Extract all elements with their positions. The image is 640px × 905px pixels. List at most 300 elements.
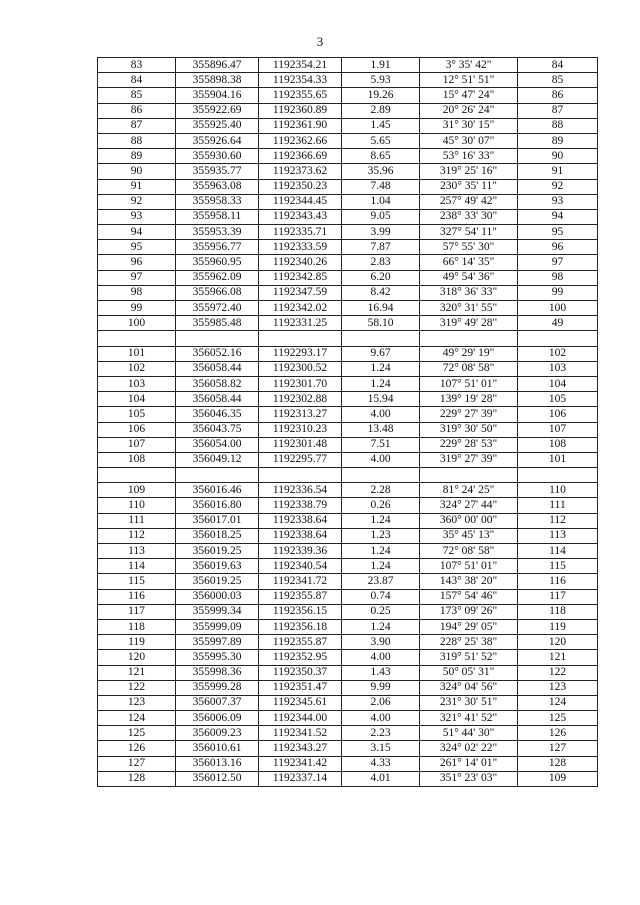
- distance-cell: 35.96: [342, 164, 420, 179]
- next-point-cell: 97: [518, 255, 598, 270]
- table-row: [98, 589, 598, 604]
- distance-cell: [342, 468, 420, 483]
- table-row: [98, 574, 598, 589]
- table-row: [98, 346, 598, 361]
- direction-angle-cell: 139° 19' 28": [420, 392, 518, 407]
- table-row: [98, 194, 598, 209]
- x-coordinate-cell: 355998.36: [176, 665, 259, 680]
- direction-angle-cell: 230° 35' 11": [420, 179, 518, 194]
- direction-angle-cell: 173° 09' 26": [420, 604, 518, 619]
- next-point-cell: 112: [518, 513, 598, 528]
- table-row: [98, 635, 598, 650]
- direction-angle-cell: 72° 08' 58": [420, 361, 518, 376]
- distance-cell: 2.28: [342, 483, 420, 498]
- x-coordinate-cell: 356054.00: [176, 437, 259, 452]
- table-row: [98, 756, 598, 771]
- table-row: [98, 619, 598, 634]
- direction-angle-cell: 319° 25' 16": [420, 164, 518, 179]
- point-number-cell: 128: [98, 771, 176, 786]
- direction-angle-cell: 324° 02' 22": [420, 741, 518, 756]
- next-point-cell: 86: [518, 88, 598, 103]
- next-point-cell: 100: [518, 301, 598, 316]
- x-coordinate-cell: 356016.46: [176, 483, 259, 498]
- table-row: [98, 376, 598, 391]
- distance-cell: 9.67: [342, 346, 420, 361]
- next-point-cell: 105: [518, 392, 598, 407]
- table-row: [98, 285, 598, 300]
- table-row: [98, 58, 598, 73]
- distance-cell: 6.20: [342, 270, 420, 285]
- x-coordinate-cell: 355953.39: [176, 225, 259, 240]
- table-row: [98, 528, 598, 543]
- y-coordinate-cell: 1192373.62: [259, 164, 342, 179]
- next-point-cell: 89: [518, 133, 598, 148]
- y-coordinate-cell: 1192313.27: [259, 407, 342, 422]
- direction-angle-cell: 53° 16' 33": [420, 149, 518, 164]
- next-point-cell: 84: [518, 58, 598, 73]
- table-row: [98, 695, 598, 710]
- direction-angle-cell: 319° 51' 52": [420, 650, 518, 665]
- y-coordinate-cell: 1192335.71: [259, 225, 342, 240]
- distance-cell: 19.26: [342, 88, 420, 103]
- direction-angle-cell: 257° 49' 42": [420, 194, 518, 209]
- distance-cell: 1.24: [342, 544, 420, 559]
- next-point-cell: 109: [518, 771, 598, 786]
- point-number-cell: [98, 468, 176, 483]
- y-coordinate-cell: 1192350.37: [259, 665, 342, 680]
- next-point-cell: 93: [518, 194, 598, 209]
- point-number-cell: 104: [98, 392, 176, 407]
- y-coordinate-cell: 1192338.79: [259, 498, 342, 513]
- point-number-cell: 91: [98, 179, 176, 194]
- table-row: [98, 650, 598, 665]
- x-coordinate-cell: 355956.77: [176, 240, 259, 255]
- table-row: [98, 711, 598, 726]
- direction-angle-cell: 49° 29' 19": [420, 346, 518, 361]
- direction-angle-cell: 66° 14' 35": [420, 255, 518, 270]
- direction-angle-cell: 229° 27' 39": [420, 407, 518, 422]
- y-coordinate-cell: 1192354.33: [259, 73, 342, 88]
- y-coordinate-cell: 1192342.85: [259, 270, 342, 285]
- direction-angle-cell: 319° 30' 50": [420, 422, 518, 437]
- x-coordinate-cell: 356058.44: [176, 361, 259, 376]
- point-number-cell: 112: [98, 528, 176, 543]
- distance-cell: 7.51: [342, 437, 420, 452]
- y-coordinate-cell: 1192362.66: [259, 133, 342, 148]
- direction-angle-cell: 324° 04' 56": [420, 680, 518, 695]
- point-number-cell: 84: [98, 73, 176, 88]
- x-coordinate-cell: 355930.60: [176, 149, 259, 164]
- point-number-cell: 100: [98, 316, 176, 331]
- direction-angle-cell: 261° 14' 01": [420, 756, 518, 771]
- y-coordinate-cell: 1192293.17: [259, 346, 342, 361]
- x-coordinate-cell: 355935.77: [176, 164, 259, 179]
- distance-cell: 7.48: [342, 179, 420, 194]
- direction-angle-cell: 107° 51' 01": [420, 559, 518, 574]
- y-coordinate-cell: 1192339.36: [259, 544, 342, 559]
- point-number-cell: 120: [98, 650, 176, 665]
- next-point-cell: 104: [518, 376, 598, 391]
- coordinates-table-body: [98, 58, 598, 787]
- distance-cell: 58.10: [342, 316, 420, 331]
- x-coordinate-cell: 356019.25: [176, 544, 259, 559]
- direction-angle-cell: 238° 33' 30": [420, 209, 518, 224]
- y-coordinate-cell: 1192351.47: [259, 680, 342, 695]
- direction-angle-cell: 57° 55' 30": [420, 240, 518, 255]
- distance-cell: 7.87: [342, 240, 420, 255]
- distance-cell: 4.01: [342, 771, 420, 786]
- x-coordinate-cell: 356049.12: [176, 452, 259, 467]
- y-coordinate-cell: 1192343.27: [259, 741, 342, 756]
- next-point-cell: 115: [518, 559, 598, 574]
- direction-angle-cell: 318° 36' 33": [420, 285, 518, 300]
- x-coordinate-cell: 355963.08: [176, 179, 259, 194]
- y-coordinate-cell: 1192340.26: [259, 255, 342, 270]
- point-number-cell: 94: [98, 225, 176, 240]
- x-coordinate-cell: 356019.25: [176, 574, 259, 589]
- y-coordinate-cell: 1192341.52: [259, 726, 342, 741]
- x-coordinate-cell: 356019.63: [176, 559, 259, 574]
- table-row: [98, 225, 598, 240]
- direction-angle-cell: 319° 49' 28": [420, 316, 518, 331]
- direction-angle-cell: 320° 31' 55": [420, 301, 518, 316]
- next-point-cell: 107: [518, 422, 598, 437]
- direction-angle-cell: 107° 51' 01": [420, 376, 518, 391]
- next-point-cell: 128: [518, 756, 598, 771]
- x-coordinate-cell: 356007.37: [176, 695, 259, 710]
- y-coordinate-cell: 1192333.59: [259, 240, 342, 255]
- direction-angle-cell: 228° 25' 38": [420, 635, 518, 650]
- direction-angle-cell: [420, 468, 518, 483]
- coordinates-table: [97, 57, 598, 787]
- direction-angle-cell: 327° 54' 11": [420, 225, 518, 240]
- distance-cell: 2.89: [342, 103, 420, 118]
- x-coordinate-cell: 356043.75: [176, 422, 259, 437]
- x-coordinate-cell: 355972.40: [176, 301, 259, 316]
- table-row: [98, 544, 598, 559]
- point-number-cell: 113: [98, 544, 176, 559]
- y-coordinate-cell: 1192337.14: [259, 771, 342, 786]
- x-coordinate-cell: 355966.08: [176, 285, 259, 300]
- distance-cell: 1.24: [342, 361, 420, 376]
- direction-angle-cell: 321° 41' 52": [420, 711, 518, 726]
- x-coordinate-cell: 355999.28: [176, 680, 259, 695]
- point-number-cell: 106: [98, 422, 176, 437]
- table-row: [98, 301, 598, 316]
- point-number-cell: 125: [98, 726, 176, 741]
- x-coordinate-cell: 356010.61: [176, 741, 259, 756]
- direction-angle-cell: 35° 45' 13": [420, 528, 518, 543]
- page-number: 3: [316, 34, 324, 49]
- point-number-cell: 115: [98, 574, 176, 589]
- table-row: [98, 361, 598, 376]
- y-coordinate-cell: 1192350.23: [259, 179, 342, 194]
- point-number-cell: 124: [98, 711, 176, 726]
- y-coordinate-cell: 1192300.52: [259, 361, 342, 376]
- x-coordinate-cell: 356058.82: [176, 376, 259, 391]
- y-coordinate-cell: 1192341.42: [259, 756, 342, 771]
- next-point-cell: 87: [518, 103, 598, 118]
- y-coordinate-cell: 1192366.69: [259, 149, 342, 164]
- direction-angle-cell: 319° 27' 39": [420, 452, 518, 467]
- distance-cell: 1.45: [342, 118, 420, 133]
- direction-angle-cell: 72° 08' 58": [420, 544, 518, 559]
- x-coordinate-cell: 355904.16: [176, 88, 259, 103]
- y-coordinate-cell: [259, 331, 342, 346]
- table-row: [98, 604, 598, 619]
- distance-cell: 0.26: [342, 498, 420, 513]
- direction-angle-cell: 194° 29' 05": [420, 619, 518, 634]
- next-point-cell: [518, 331, 598, 346]
- point-number-cell: 110: [98, 498, 176, 513]
- point-number-cell: 92: [98, 194, 176, 209]
- distance-cell: 0.74: [342, 589, 420, 604]
- x-coordinate-cell: 356016.80: [176, 498, 259, 513]
- next-point-cell: 125: [518, 711, 598, 726]
- point-number-cell: 111: [98, 513, 176, 528]
- direction-angle-cell: 143° 38' 20": [420, 574, 518, 589]
- table-row: [98, 73, 598, 88]
- next-point-cell: 91: [518, 164, 598, 179]
- y-coordinate-cell: 1192352.95: [259, 650, 342, 665]
- table-row: [98, 103, 598, 118]
- distance-cell: 1.04: [342, 194, 420, 209]
- next-point-cell: 94: [518, 209, 598, 224]
- next-point-cell: 121: [518, 650, 598, 665]
- distance-cell: 2.06: [342, 695, 420, 710]
- distance-cell: 5.65: [342, 133, 420, 148]
- next-point-cell: 92: [518, 179, 598, 194]
- point-number-cell: 119: [98, 635, 176, 650]
- next-point-cell: 113: [518, 528, 598, 543]
- x-coordinate-cell: 356017.01: [176, 513, 259, 528]
- table-row: [98, 149, 598, 164]
- y-coordinate-cell: 1192345.61: [259, 695, 342, 710]
- next-point-cell: 120: [518, 635, 598, 650]
- direction-angle-cell: 3° 35' 42": [420, 58, 518, 73]
- distance-cell: 4.00: [342, 711, 420, 726]
- next-point-cell: 116: [518, 574, 598, 589]
- table-row: [98, 270, 598, 285]
- table-row: [98, 164, 598, 179]
- distance-cell: 1.23: [342, 528, 420, 543]
- point-number-cell: 117: [98, 604, 176, 619]
- distance-cell: 3.90: [342, 635, 420, 650]
- next-point-cell: 96: [518, 240, 598, 255]
- next-point-cell: 85: [518, 73, 598, 88]
- table-row: [98, 407, 598, 422]
- table-row: [98, 422, 598, 437]
- point-number-cell: 98: [98, 285, 176, 300]
- point-number-cell: 123: [98, 695, 176, 710]
- y-coordinate-cell: 1192295.77: [259, 452, 342, 467]
- point-number-cell: 105: [98, 407, 176, 422]
- x-coordinate-cell: 355925.40: [176, 118, 259, 133]
- direction-angle-cell: 15° 47' 24": [420, 88, 518, 103]
- next-point-cell: 98: [518, 270, 598, 285]
- direction-angle-cell: 231° 30' 51": [420, 695, 518, 710]
- point-number-cell: 89: [98, 149, 176, 164]
- x-coordinate-cell: 356018.25: [176, 528, 259, 543]
- point-number-cell: 99: [98, 301, 176, 316]
- point-number-cell: 86: [98, 103, 176, 118]
- distance-cell: 9.05: [342, 209, 420, 224]
- next-point-cell: 95: [518, 225, 598, 240]
- direction-angle-cell: 351° 23' 03": [420, 771, 518, 786]
- next-point-cell: 126: [518, 726, 598, 741]
- direction-angle-cell: 12° 51' 51": [420, 73, 518, 88]
- next-point-cell: 110: [518, 483, 598, 498]
- x-coordinate-cell: 356009.23: [176, 726, 259, 741]
- table-row: [98, 771, 598, 786]
- x-coordinate-cell: 355896.47: [176, 58, 259, 73]
- next-point-cell: 122: [518, 665, 598, 680]
- y-coordinate-cell: 1192338.64: [259, 513, 342, 528]
- table-row: [98, 118, 598, 133]
- table-row: [98, 209, 598, 224]
- distance-cell: 13.48: [342, 422, 420, 437]
- point-number-cell: 122: [98, 680, 176, 695]
- table-row: [98, 133, 598, 148]
- next-point-cell: 118: [518, 604, 598, 619]
- table-row: [98, 179, 598, 194]
- x-coordinate-cell: 355999.34: [176, 604, 259, 619]
- y-coordinate-cell: 1192344.45: [259, 194, 342, 209]
- point-number-cell: 107: [98, 437, 176, 452]
- distance-cell: 23.87: [342, 574, 420, 589]
- y-coordinate-cell: 1192355.87: [259, 589, 342, 604]
- y-coordinate-cell: 1192361.90: [259, 118, 342, 133]
- x-coordinate-cell: 355922.69: [176, 103, 259, 118]
- distance-cell: 2.23: [342, 726, 420, 741]
- next-point-cell: 111: [518, 498, 598, 513]
- y-coordinate-cell: 1192344.00: [259, 711, 342, 726]
- point-number-cell: [98, 331, 176, 346]
- next-point-cell: 127: [518, 741, 598, 756]
- y-coordinate-cell: 1192338.64: [259, 528, 342, 543]
- table-row: [98, 452, 598, 467]
- next-point-cell: 108: [518, 437, 598, 452]
- y-coordinate-cell: 1192355.65: [259, 88, 342, 103]
- point-number-cell: 90: [98, 164, 176, 179]
- x-coordinate-cell: 355898.38: [176, 73, 259, 88]
- distance-cell: 1.24: [342, 619, 420, 634]
- next-point-cell: 103: [518, 361, 598, 376]
- next-point-cell: 117: [518, 589, 598, 604]
- point-number-cell: 88: [98, 133, 176, 148]
- table-row: [98, 498, 598, 513]
- x-coordinate-cell: 355962.09: [176, 270, 259, 285]
- y-coordinate-cell: 1192331.25: [259, 316, 342, 331]
- point-number-cell: 127: [98, 756, 176, 771]
- point-number-cell: 103: [98, 376, 176, 391]
- distance-cell: 1.24: [342, 376, 420, 391]
- table-row: [98, 680, 598, 695]
- next-point-cell: 114: [518, 544, 598, 559]
- x-coordinate-cell: 355985.48: [176, 316, 259, 331]
- point-number-cell: 121: [98, 665, 176, 680]
- distance-cell: 8.42: [342, 285, 420, 300]
- table-row: [98, 741, 598, 756]
- y-coordinate-cell: 1192360.89: [259, 103, 342, 118]
- distance-cell: 3.99: [342, 225, 420, 240]
- y-coordinate-cell: 1192355.87: [259, 635, 342, 650]
- direction-angle-cell: 49° 54' 36": [420, 270, 518, 285]
- next-point-cell: 99: [518, 285, 598, 300]
- point-number-cell: 95: [98, 240, 176, 255]
- table-row: [98, 437, 598, 452]
- next-point-cell: 102: [518, 346, 598, 361]
- direction-angle-cell: 31° 30' 15": [420, 118, 518, 133]
- next-point-cell: 106: [518, 407, 598, 422]
- distance-cell: 4.33: [342, 756, 420, 771]
- table-row: [98, 88, 598, 103]
- y-coordinate-cell: 1192301.70: [259, 376, 342, 391]
- distance-cell: 4.00: [342, 452, 420, 467]
- x-coordinate-cell: 355958.33: [176, 194, 259, 209]
- next-point-cell: [518, 468, 598, 483]
- x-coordinate-cell: 355926.64: [176, 133, 259, 148]
- y-coordinate-cell: 1192340.54: [259, 559, 342, 574]
- separator-row: [98, 331, 598, 346]
- y-coordinate-cell: 1192356.18: [259, 619, 342, 634]
- x-coordinate-cell: 356012.50: [176, 771, 259, 786]
- table-row: [98, 483, 598, 498]
- next-point-cell: 101: [518, 452, 598, 467]
- point-number-cell: 116: [98, 589, 176, 604]
- table-row: [98, 240, 598, 255]
- direction-angle-cell: 360° 00' 00": [420, 513, 518, 528]
- direction-angle-cell: 45° 30' 07": [420, 133, 518, 148]
- distance-cell: 9.99: [342, 680, 420, 695]
- y-coordinate-cell: 1192356.15: [259, 604, 342, 619]
- point-number-cell: 101: [98, 346, 176, 361]
- distance-cell: 1.43: [342, 665, 420, 680]
- y-coordinate-cell: 1192302.88: [259, 392, 342, 407]
- distance-cell: 2.83: [342, 255, 420, 270]
- x-coordinate-cell: 355958.11: [176, 209, 259, 224]
- point-number-cell: 83: [98, 58, 176, 73]
- y-coordinate-cell: 1192301.48: [259, 437, 342, 452]
- x-coordinate-cell: 356046.35: [176, 407, 259, 422]
- point-number-cell: 87: [98, 118, 176, 133]
- x-coordinate-cell: 355997.89: [176, 635, 259, 650]
- distance-cell: 0.25: [342, 604, 420, 619]
- y-coordinate-cell: 1192343.43: [259, 209, 342, 224]
- point-number-cell: 126: [98, 741, 176, 756]
- x-coordinate-cell: 356006.09: [176, 711, 259, 726]
- distance-cell: 16.94: [342, 301, 420, 316]
- table-row: [98, 665, 598, 680]
- direction-angle-cell: 81° 24' 25": [420, 483, 518, 498]
- distance-cell: 3.15: [342, 741, 420, 756]
- next-point-cell: 49: [518, 316, 598, 331]
- x-coordinate-cell: 356058.44: [176, 392, 259, 407]
- distance-cell: 8.65: [342, 149, 420, 164]
- next-point-cell: 119: [518, 619, 598, 634]
- distance-cell: 15.94: [342, 392, 420, 407]
- direction-angle-cell: 157° 54' 46": [420, 589, 518, 604]
- direction-angle-cell: [420, 331, 518, 346]
- next-point-cell: 88: [518, 118, 598, 133]
- distance-cell: 1.24: [342, 513, 420, 528]
- next-point-cell: 123: [518, 680, 598, 695]
- y-coordinate-cell: 1192347.59: [259, 285, 342, 300]
- x-coordinate-cell: 355995.30: [176, 650, 259, 665]
- point-number-cell: 96: [98, 255, 176, 270]
- table-row: [98, 726, 598, 741]
- table-row: [98, 255, 598, 270]
